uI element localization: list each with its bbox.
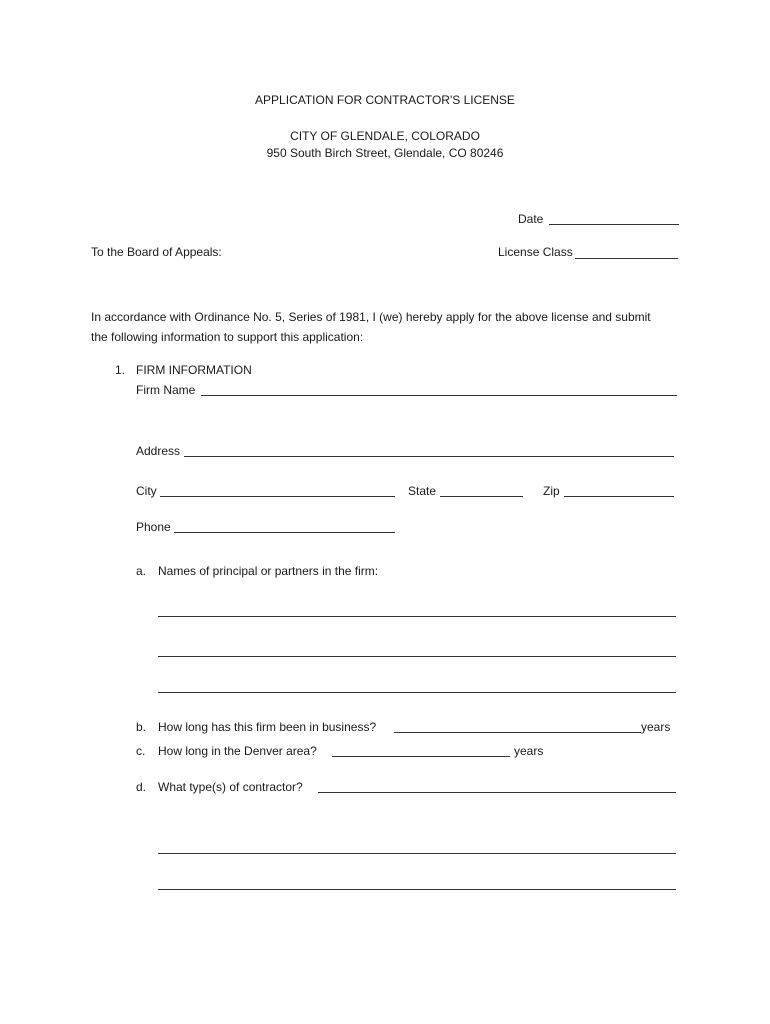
phone-field[interactable] [174,532,395,533]
contractor-type-field[interactable] [318,792,676,793]
state-field[interactable] [440,496,523,497]
city-field[interactable] [160,496,395,497]
principals-line-2[interactable] [158,656,676,657]
form-title: APPLICATION FOR CONTRACTOR'S LICENSE [255,93,515,107]
address-field[interactable] [184,456,674,457]
question-c-suffix: years [514,744,544,758]
section-heading: FIRM INFORMATION [136,363,252,377]
section-number: 1. [115,363,126,377]
license-class-label: License Class [498,245,573,259]
question-d-text: What type(s) of contractor? [158,780,303,794]
years-in-denver-field[interactable] [332,756,510,757]
state-label: State [408,484,437,498]
date-label: Date [518,212,544,226]
zip-field[interactable] [564,496,674,497]
date-field[interactable] [549,224,679,225]
intro-line-2: the following information to support this application: [91,330,364,344]
city-label: City [136,484,157,498]
zip-label: Zip [543,484,560,498]
question-d-letter: d. [136,780,147,794]
principals-line-1[interactable] [158,616,676,617]
question-a-text: Names of principal or partners in the firm: [158,564,379,578]
question-c-text: How long in the Denver area? [158,744,317,758]
city-name: CITY OF GLENDALE, COLORADO [290,129,480,143]
principals-line-3[interactable] [158,692,676,693]
license-class-field[interactable] [575,258,678,259]
question-a-letter: a. [136,564,147,578]
question-b-text: How long has this firm been in business? [158,720,377,734]
city-address: 950 South Birch Street, Glendale, CO 80246 [266,146,504,160]
question-b-suffix: years [641,720,671,734]
question-c-letter: c. [136,744,146,758]
firm-name-field[interactable] [201,395,677,396]
address-label: Address [136,444,181,458]
question-b-letter: b. [136,720,147,734]
firm-name-label: Firm Name [136,383,196,397]
contractor-type-line-2[interactable] [158,853,676,854]
contractor-type-line-3[interactable] [158,889,676,890]
salutation: To the Board of Appeals: [91,245,222,259]
years-in-business-field[interactable] [394,732,641,733]
phone-label: Phone [136,520,171,534]
intro-line-1: In accordance with Ordinance No. 5, Series of 1981, I (we) hereby apply for the above license and submit [91,310,651,324]
